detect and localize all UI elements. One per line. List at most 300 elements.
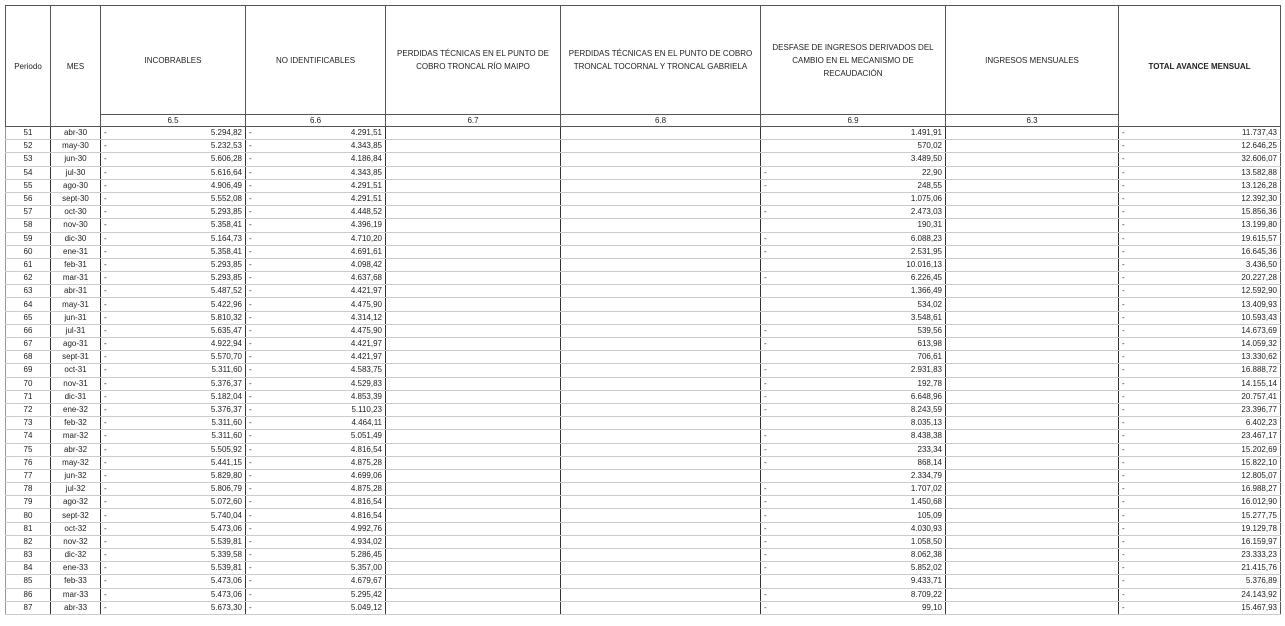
negative-sign: -	[1122, 325, 1125, 335]
incobrables-cell	[101, 351, 246, 364]
no-identificables-cell-value: 4.875,28	[350, 457, 382, 467]
table-row	[6, 285, 1281, 298]
negative-sign: -	[1122, 352, 1125, 362]
incobrables-cell	[101, 285, 246, 298]
table-row	[6, 390, 1281, 403]
desfase-cell-value: 1.075,06	[910, 194, 942, 204]
perdidas-rio-maipo-cell	[386, 219, 561, 232]
negative-sign: -	[104, 576, 107, 586]
total-cell-value: 24.143,92	[1241, 589, 1277, 599]
total-cell-value: 21.415,76	[1241, 563, 1277, 573]
perdidas-tocornal-cell	[561, 298, 761, 311]
table-row	[6, 562, 1281, 575]
incobrables-cell-value: 5.505,92	[210, 444, 242, 454]
incobrables-cell	[101, 601, 246, 614]
total-cell	[1119, 509, 1281, 522]
negative-sign: -	[764, 167, 767, 177]
no-identificables-cell-value: 4.691,61	[350, 246, 382, 256]
negative-sign: -	[104, 484, 107, 494]
mes-cell: feb-31	[51, 258, 101, 271]
incobrables-cell-value: 5.441,15	[210, 457, 242, 467]
incobrables-cell-value: 5.182,04	[210, 391, 242, 401]
desfase-cell-value: 2.931,83	[910, 365, 942, 375]
no-identificables-cell	[246, 219, 386, 232]
negative-sign: -	[1122, 563, 1125, 573]
desfase-cell	[761, 258, 946, 271]
perdidas-rio-maipo-cell	[386, 588, 561, 601]
perdidas-rio-maipo-cell	[386, 535, 561, 548]
perdidas-rio-maipo-cell	[386, 469, 561, 482]
periodo-cell: 84	[6, 562, 51, 575]
no-identificables-cell-value: 4.343,85	[350, 141, 382, 151]
code-6-5: 6.5	[101, 115, 246, 127]
table-row	[6, 245, 1281, 258]
header-mes: MES	[51, 6, 101, 127]
incobrables-cell	[101, 140, 246, 153]
mes-cell: mar-31	[51, 272, 101, 285]
negative-sign: -	[104, 523, 107, 533]
desfase-cell-value: 8.062,38	[910, 550, 942, 560]
total-cell-value: 15.822,10	[1241, 457, 1277, 467]
no-identificables-cell-value: 5.295,42	[350, 589, 382, 599]
incobrables-cell-value: 5.311,60	[211, 418, 242, 428]
ingresos-mensuales-cell	[946, 522, 1119, 535]
perdidas-rio-maipo-cell	[386, 338, 561, 351]
negative-sign: -	[104, 563, 107, 573]
ingresos-mensuales-cell	[946, 456, 1119, 469]
incobrables-cell-value: 5.810,32	[210, 312, 242, 322]
negative-sign: -	[249, 378, 252, 388]
desfase-cell	[761, 456, 946, 469]
negative-sign: -	[104, 325, 107, 335]
ingresos-mensuales-cell	[946, 127, 1119, 140]
total-cell	[1119, 245, 1281, 258]
negative-sign: -	[104, 405, 107, 415]
incobrables-cell	[101, 324, 246, 337]
ingresos-mensuales-cell	[946, 192, 1119, 205]
incobrables-cell	[101, 232, 246, 245]
total-cell	[1119, 219, 1281, 232]
no-identificables-cell-value: 4.421,97	[350, 352, 382, 362]
negative-sign: -	[764, 589, 767, 599]
perdidas-tocornal-cell	[561, 469, 761, 482]
incobrables-cell-value: 5.673,30	[210, 602, 242, 612]
desfase-cell-value: 10.016,13	[906, 259, 942, 269]
negative-sign: -	[249, 536, 252, 546]
mes-cell: feb-32	[51, 417, 101, 430]
negative-sign: -	[104, 457, 107, 467]
desfase-cell-value: 6.648,96	[910, 391, 942, 401]
table-row	[6, 364, 1281, 377]
periodo-cell: 59	[6, 232, 51, 245]
periodo-cell: 85	[6, 575, 51, 588]
no-identificables-cell-value: 4.875,28	[350, 484, 382, 494]
code-6-8: 6.8	[561, 115, 761, 127]
negative-sign: -	[1122, 207, 1125, 217]
perdidas-tocornal-cell	[561, 562, 761, 575]
mes-cell: abr-31	[51, 285, 101, 298]
total-cell-value: 20.757,41	[1241, 391, 1277, 401]
periodo-cell: 75	[6, 443, 51, 456]
mes-cell: nov-31	[51, 377, 101, 390]
negative-sign: -	[1122, 405, 1125, 415]
code-6-7: 6.7	[386, 115, 561, 127]
total-cell-value: 16.888,72	[1241, 365, 1277, 375]
perdidas-tocornal-cell	[561, 153, 761, 166]
incobrables-cell	[101, 272, 246, 285]
negative-sign: -	[764, 444, 767, 454]
incobrables-cell-value: 5.570,70	[210, 352, 242, 362]
no-identificables-cell	[246, 456, 386, 469]
mes-cell: oct-31	[51, 364, 101, 377]
ingresos-mensuales-cell	[946, 166, 1119, 179]
negative-sign: -	[249, 589, 252, 599]
negative-sign: -	[1122, 523, 1125, 533]
total-cell	[1119, 483, 1281, 496]
desfase-cell	[761, 192, 946, 205]
ingresos-mensuales-cell	[946, 298, 1119, 311]
total-cell	[1119, 562, 1281, 575]
incobrables-cell	[101, 522, 246, 535]
periodo-cell: 74	[6, 430, 51, 443]
total-cell	[1119, 443, 1281, 456]
ingresos-mensuales-cell	[946, 377, 1119, 390]
negative-sign: -	[104, 352, 107, 362]
perdidas-rio-maipo-cell	[386, 496, 561, 509]
table-row	[6, 351, 1281, 364]
negative-sign: -	[249, 550, 252, 560]
total-cell-value: 10.593,43	[1241, 312, 1277, 322]
negative-sign: -	[1122, 299, 1125, 309]
no-identificables-cell-value: 4.098,42	[350, 259, 382, 269]
perdidas-tocornal-cell	[561, 549, 761, 562]
no-identificables-cell	[246, 483, 386, 496]
mes-cell: may-32	[51, 456, 101, 469]
header-total: TOTAL AVANCE MENSUAL	[1119, 6, 1281, 127]
total-cell-value: 13.330,62	[1241, 352, 1277, 362]
ingresos-mensuales-cell	[946, 245, 1119, 258]
negative-sign: -	[249, 220, 252, 230]
incobrables-cell	[101, 364, 246, 377]
total-cell	[1119, 522, 1281, 535]
desfase-cell	[761, 430, 946, 443]
no-identificables-cell-value: 4.710,20	[350, 233, 382, 243]
ingresos-mensuales-cell	[946, 535, 1119, 548]
perdidas-tocornal-cell	[561, 338, 761, 351]
negative-sign: -	[1122, 154, 1125, 164]
table-row	[6, 232, 1281, 245]
no-identificables-cell	[246, 192, 386, 205]
incobrables-cell-value: 4.922,94	[210, 339, 242, 349]
mes-cell: nov-30	[51, 219, 101, 232]
no-identificables-cell-value: 4.421,97	[350, 286, 382, 296]
table-row	[6, 219, 1281, 232]
total-cell	[1119, 140, 1281, 153]
incobrables-cell	[101, 549, 246, 562]
mes-cell: ene-32	[51, 403, 101, 416]
desfase-cell	[761, 549, 946, 562]
total-cell-value: 15.467,93	[1241, 602, 1277, 612]
total-cell-value: 15.202,69	[1241, 444, 1277, 454]
periodo-cell: 55	[6, 179, 51, 192]
negative-sign: -	[1122, 497, 1125, 507]
incobrables-cell	[101, 258, 246, 271]
incobrables-cell	[101, 430, 246, 443]
mes-cell: nov-32	[51, 535, 101, 548]
incobrables-cell	[101, 417, 246, 430]
desfase-cell	[761, 562, 946, 575]
negative-sign: -	[1122, 589, 1125, 599]
negative-sign: -	[1122, 180, 1125, 190]
desfase-cell	[761, 298, 946, 311]
incobrables-cell-value: 5.829,80	[210, 470, 242, 480]
negative-sign: -	[104, 128, 107, 138]
negative-sign: -	[764, 273, 767, 283]
negative-sign: -	[104, 259, 107, 269]
total-cell	[1119, 153, 1281, 166]
mes-cell: abr-33	[51, 601, 101, 614]
incobrables-cell	[101, 496, 246, 509]
no-identificables-cell	[246, 390, 386, 403]
table-row	[6, 430, 1281, 443]
table-row	[6, 272, 1281, 285]
code-6-9: 6.9	[761, 115, 946, 127]
mes-cell: jun-30	[51, 153, 101, 166]
incobrables-cell-value: 5.473,06	[210, 589, 242, 599]
total-cell-value: 14.155,14	[1241, 378, 1277, 388]
total-cell-value: 13.582,88	[1241, 167, 1277, 177]
negative-sign: -	[249, 457, 252, 467]
negative-sign: -	[764, 378, 767, 388]
incobrables-cell-value: 5.311,60	[211, 365, 242, 375]
mes-cell: dic-30	[51, 232, 101, 245]
ingresos-mensuales-cell	[946, 403, 1119, 416]
negative-sign: -	[104, 589, 107, 599]
table-row	[6, 206, 1281, 219]
desfase-cell-value: 248,55	[917, 180, 942, 190]
desfase-cell	[761, 153, 946, 166]
table-row	[6, 535, 1281, 548]
negative-sign: -	[249, 194, 252, 204]
perdidas-tocornal-cell	[561, 364, 761, 377]
periodo-cell: 86	[6, 588, 51, 601]
no-identificables-cell	[246, 403, 386, 416]
perdidas-tocornal-cell	[561, 377, 761, 390]
periodo-cell: 80	[6, 509, 51, 522]
table-row	[6, 601, 1281, 614]
table-row	[6, 456, 1281, 469]
ingresos-mensuales-cell	[946, 311, 1119, 324]
ingresos-mensuales-cell	[946, 338, 1119, 351]
negative-sign: -	[1122, 339, 1125, 349]
mes-cell: may-30	[51, 140, 101, 153]
ingresos-mensuales-cell	[946, 469, 1119, 482]
perdidas-tocornal-cell	[561, 535, 761, 548]
negative-sign: -	[104, 167, 107, 177]
perdidas-rio-maipo-cell	[386, 390, 561, 403]
ingresos-mensuales-cell	[946, 509, 1119, 522]
desfase-cell-value: 4.030,93	[910, 523, 942, 533]
no-identificables-cell	[246, 258, 386, 271]
desfase-cell-value: 6.088,23	[910, 233, 942, 243]
total-cell	[1119, 179, 1281, 192]
no-identificables-cell	[246, 522, 386, 535]
ingresos-mensuales-cell	[946, 153, 1119, 166]
no-identificables-cell-value: 4.637,68	[350, 273, 382, 283]
table-row	[6, 588, 1281, 601]
incobrables-cell-value: 5.473,06	[210, 523, 242, 533]
desfase-cell-value: 6.226,45	[910, 273, 942, 283]
total-cell-value: 13.126,28	[1241, 180, 1277, 190]
negative-sign: -	[249, 286, 252, 296]
incobrables-cell-value: 5.293,85	[210, 273, 242, 283]
total-cell-value: 6.402,23	[1245, 418, 1277, 428]
perdidas-tocornal-cell	[561, 403, 761, 416]
table-row	[6, 496, 1281, 509]
no-identificables-cell	[246, 535, 386, 548]
total-cell-value: 14.059,32	[1241, 339, 1277, 349]
mes-cell: abr-32	[51, 443, 101, 456]
desfase-cell	[761, 311, 946, 324]
total-cell	[1119, 206, 1281, 219]
avance-mensual-table	[5, 5, 1281, 615]
negative-sign: -	[764, 233, 767, 243]
periodo-cell: 60	[6, 245, 51, 258]
mes-cell: jul-32	[51, 483, 101, 496]
ingresos-mensuales-cell	[946, 443, 1119, 456]
no-identificables-cell-value: 4.291,51	[350, 194, 382, 204]
incobrables-cell-value: 5.422,96	[210, 299, 242, 309]
periodo-cell: 71	[6, 390, 51, 403]
periodo-cell: 73	[6, 417, 51, 430]
desfase-cell	[761, 390, 946, 403]
total-cell-value: 23.396,77	[1241, 405, 1277, 415]
table-row	[6, 338, 1281, 351]
negative-sign: -	[249, 233, 252, 243]
mes-cell: sept-30	[51, 192, 101, 205]
ingresos-mensuales-cell	[946, 219, 1119, 232]
perdidas-tocornal-cell	[561, 456, 761, 469]
code-6-6: 6.6	[246, 115, 386, 127]
perdidas-rio-maipo-cell	[386, 403, 561, 416]
desfase-cell-value: 613,98	[917, 339, 942, 349]
desfase-cell-value: 3.548,61	[910, 312, 942, 322]
perdidas-rio-maipo-cell	[386, 192, 561, 205]
perdidas-rio-maipo-cell	[386, 483, 561, 496]
incobrables-cell-value: 5.552,08	[210, 194, 242, 204]
periodo-cell: 61	[6, 258, 51, 271]
perdidas-rio-maipo-cell	[386, 298, 561, 311]
total-cell-value: 13.199,80	[1241, 220, 1277, 230]
no-identificables-cell-value: 5.286,45	[350, 550, 382, 560]
negative-sign: -	[249, 299, 252, 309]
perdidas-tocornal-cell	[561, 311, 761, 324]
incobrables-cell	[101, 166, 246, 179]
no-identificables-cell	[246, 140, 386, 153]
table-row	[6, 469, 1281, 482]
negative-sign: -	[249, 141, 252, 151]
desfase-cell	[761, 509, 946, 522]
total-cell-value: 12.392,30	[1241, 194, 1277, 204]
incobrables-cell	[101, 469, 246, 482]
negative-sign: -	[104, 339, 107, 349]
desfase-cell	[761, 324, 946, 337]
incobrables-cell	[101, 456, 246, 469]
desfase-cell	[761, 232, 946, 245]
perdidas-rio-maipo-cell	[386, 377, 561, 390]
no-identificables-cell	[246, 575, 386, 588]
perdidas-rio-maipo-cell	[386, 601, 561, 614]
total-cell	[1119, 166, 1281, 179]
ingresos-mensuales-cell	[946, 575, 1119, 588]
table-row	[6, 483, 1281, 496]
incobrables-cell-value: 5.376,37	[210, 378, 242, 388]
ingresos-mensuales-cell	[946, 206, 1119, 219]
desfase-cell	[761, 351, 946, 364]
incobrables-cell	[101, 192, 246, 205]
perdidas-tocornal-cell	[561, 232, 761, 245]
incobrables-cell	[101, 153, 246, 166]
periodo-cell: 78	[6, 483, 51, 496]
desfase-cell-value: 2.531,95	[910, 246, 942, 256]
header-incobrables: INCOBRABLES	[101, 6, 246, 115]
incobrables-cell	[101, 127, 246, 140]
incobrables-cell-value: 5.616,64	[210, 167, 242, 177]
negative-sign: -	[104, 536, 107, 546]
perdidas-tocornal-cell	[561, 509, 761, 522]
ingresos-mensuales-cell	[946, 430, 1119, 443]
negative-sign: -	[249, 246, 252, 256]
no-identificables-cell-value: 4.816,54	[350, 510, 382, 520]
mes-cell: oct-32	[51, 522, 101, 535]
mes-cell: ago-30	[51, 179, 101, 192]
mes-cell: dic-31	[51, 390, 101, 403]
negative-sign: -	[1122, 246, 1125, 256]
total-cell	[1119, 285, 1281, 298]
mes-cell: sept-32	[51, 509, 101, 522]
negative-sign: -	[249, 128, 252, 138]
ingresos-mensuales-cell	[946, 232, 1119, 245]
periodo-cell: 83	[6, 549, 51, 562]
header-ingresos-mensuales: INGRESOS MENSUALES	[946, 6, 1119, 115]
desfase-cell	[761, 575, 946, 588]
negative-sign: -	[104, 602, 107, 612]
no-identificables-cell-value: 4.934,02	[350, 536, 382, 546]
desfase-cell-value: 190,31	[917, 220, 942, 230]
perdidas-rio-maipo-cell	[386, 549, 561, 562]
incobrables-cell-value: 5.606,28	[210, 154, 242, 164]
ingresos-mensuales-cell	[946, 390, 1119, 403]
desfase-cell-value: 2.334,79	[910, 470, 942, 480]
negative-sign: -	[249, 497, 252, 507]
desfase-cell	[761, 403, 946, 416]
desfase-cell-value: 8.709,22	[910, 589, 942, 599]
total-cell	[1119, 417, 1281, 430]
incobrables-cell	[101, 443, 246, 456]
negative-sign: -	[104, 365, 107, 375]
negative-sign: -	[249, 576, 252, 586]
negative-sign: -	[249, 405, 252, 415]
desfase-cell	[761, 522, 946, 535]
mes-cell: ene-33	[51, 562, 101, 575]
total-cell-value: 13.409,93	[1241, 299, 1277, 309]
no-identificables-cell-value: 5.049,12	[350, 602, 382, 612]
total-cell	[1119, 575, 1281, 588]
table-row	[6, 192, 1281, 205]
perdidas-tocornal-cell	[561, 443, 761, 456]
perdidas-rio-maipo-cell	[386, 206, 561, 219]
negative-sign: -	[1122, 273, 1125, 283]
